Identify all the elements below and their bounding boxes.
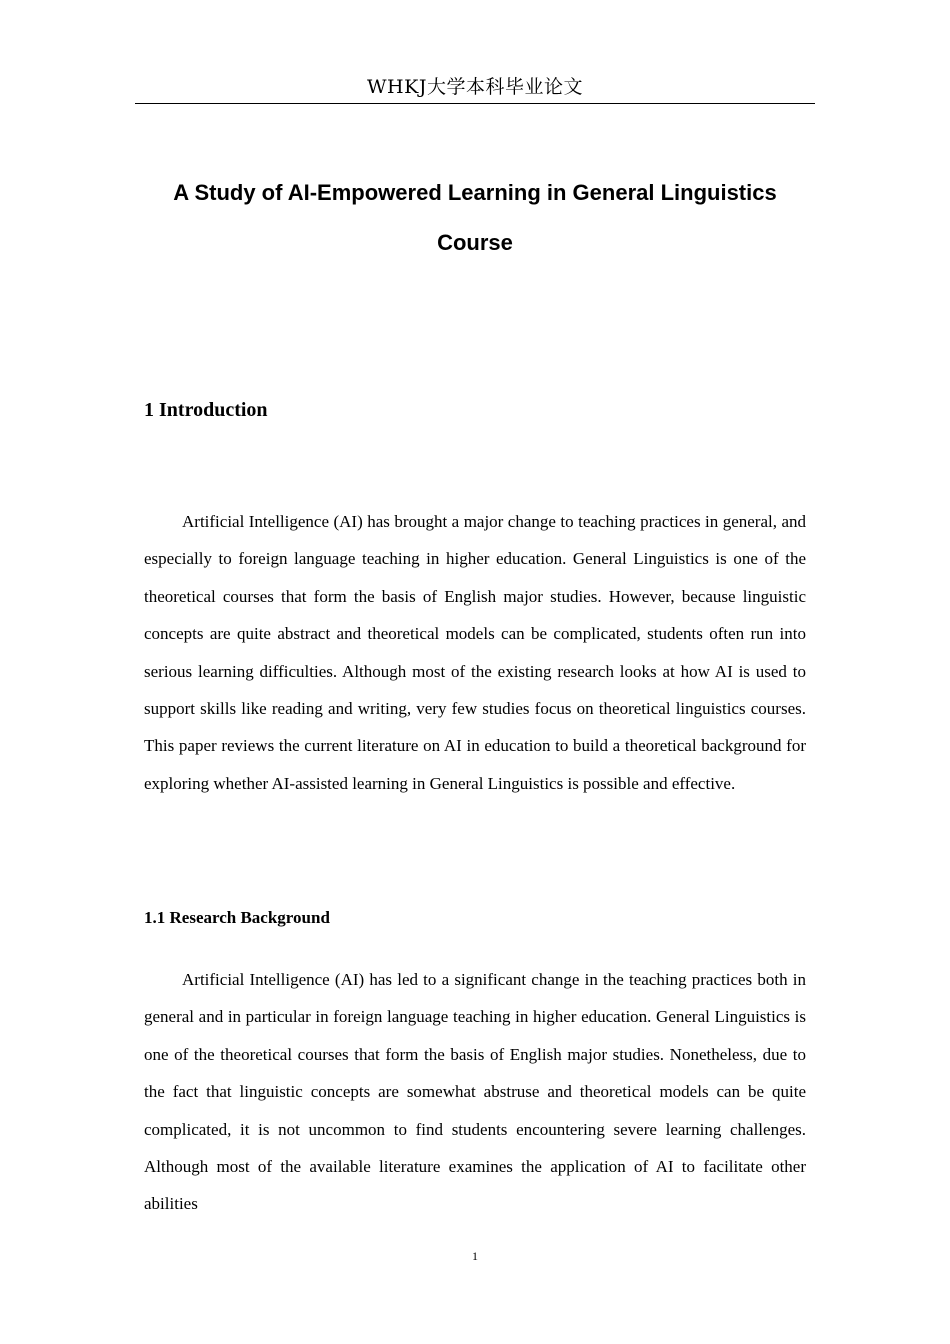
introduction-paragraph: Artificial Intelligence (AI) has brought a major change to teaching practices in general, and especially to foreign language teaching in higher education. General Linguistics is one of the theoretical courses that form the basis of English major studies. However, because linguistic concepts are quite abstract and theoretical models can be complicated, students often run into serious learning difficulties. Although most of the existing research looks at how AI is used to support skills like reading and writing, very few studies focus on theoretical linguistics courses. This paper reviews the current literature on AI in education to build a theoretical background for exploring whether AI-assisted learning in General Linguistics is possible and effective. — [144, 512, 806, 793]
page-number: 1 — [472, 1249, 478, 1263]
header-rule — [135, 103, 815, 104]
paper-title: A Study of AI-Empowered Learning in General Linguistics Course — [173, 180, 777, 255]
section-heading-introduction: 1 Introduction — [144, 399, 268, 421]
running-header: WHKJ大学本科毕业论文 — [367, 76, 583, 98]
research-background-paragraph: Artificial Intelligence (AI) has led to a significant change in the teaching practices both in general and in particular in foreign language teaching in higher education. General Linguistics is one of the theoretical courses that form the basis of English major studies. Nonetheless, due to the fact that linguistic concepts are somewhat abstruse and theoretical models can be quite complicated, it is not uncommon to find students encountering severe learning challenges. Although most of the available literature examines the application of AI to facilitate other abilities — [144, 970, 806, 1214]
subsection-heading-research-background: 1.1 Research Background — [144, 908, 330, 927]
